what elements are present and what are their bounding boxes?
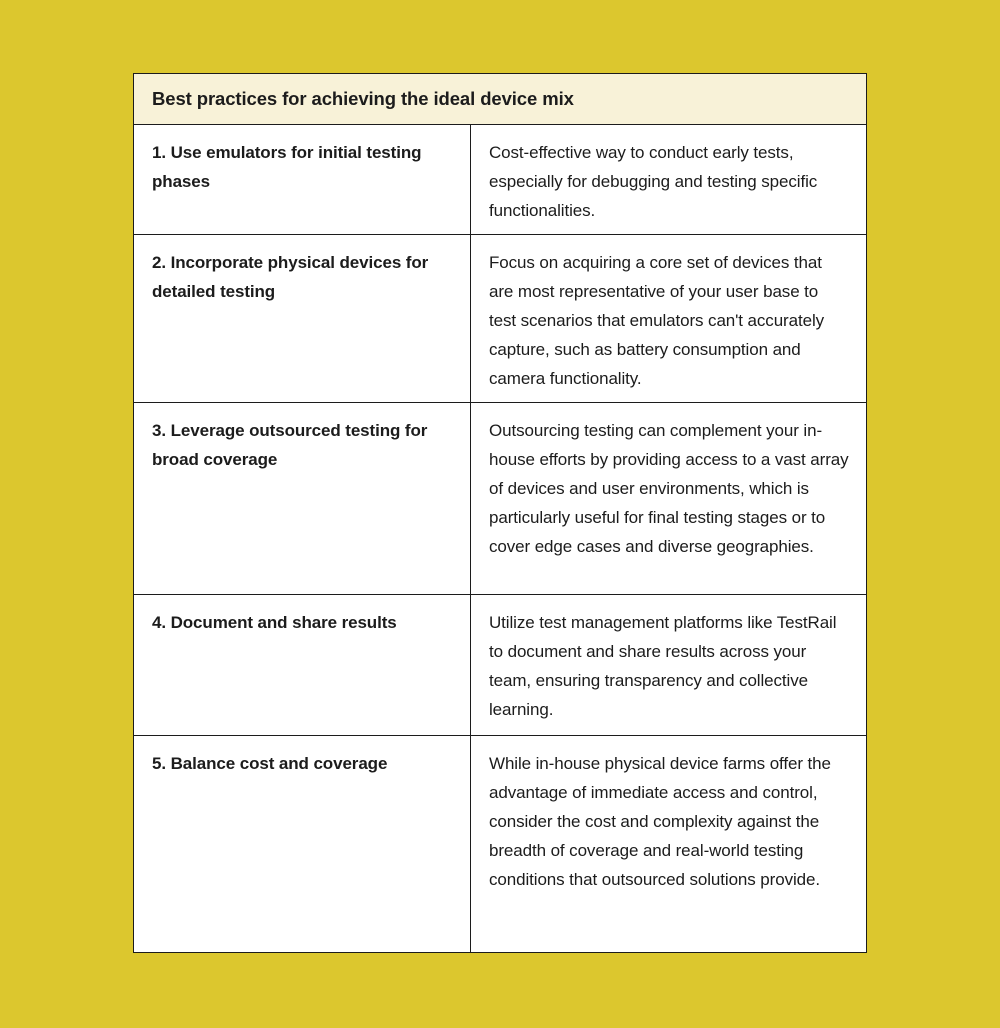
practice-title: 2. Incorporate physical devices for detailed testing [134,235,471,402]
table-title: Best practices for achieving the ideal device mix [152,88,574,109]
table-row [134,735,866,952]
practice-title: 4. Document and share results [134,595,471,735]
table-header-row [134,74,866,124]
practice-description: Cost-effective way to conduct early tests, especially for debugging and testing specific functionalities. [489,143,818,220]
best-practices-table [133,73,867,953]
practice-description: Utilize test management platforms like TestRail to document and share results across your team, ensuring transparency and collective learning. [489,613,837,719]
practice-description: Focus on acquiring a core set of devices that are most representative of your user base to test scenarios that emulators can't accurately capture, such as battery consumption and camera functionality. [489,253,825,388]
table-row [134,234,866,402]
practice-description: Outsourcing testing can complement your in-house efforts by providing access to a vast array of devices and user environments, which is particularly useful for final testing stages or to cover edge cases and diverse geographies. [489,421,849,556]
practice-title: 1. Use emulators for initial testing phases [134,125,471,234]
practice-description: While in-house physical device farms offer the advantage of immediate access and control, consider the cost and complexity against the breadth of coverage and real-world testing conditions that outsourced solutions provide. [489,754,831,889]
table-row [134,124,866,234]
table-row [134,594,866,735]
table-row [134,402,866,594]
practice-title: 3. Leverage outsourced testing for broad coverage [134,403,471,594]
practice-title: 5. Balance cost and coverage [134,736,471,952]
